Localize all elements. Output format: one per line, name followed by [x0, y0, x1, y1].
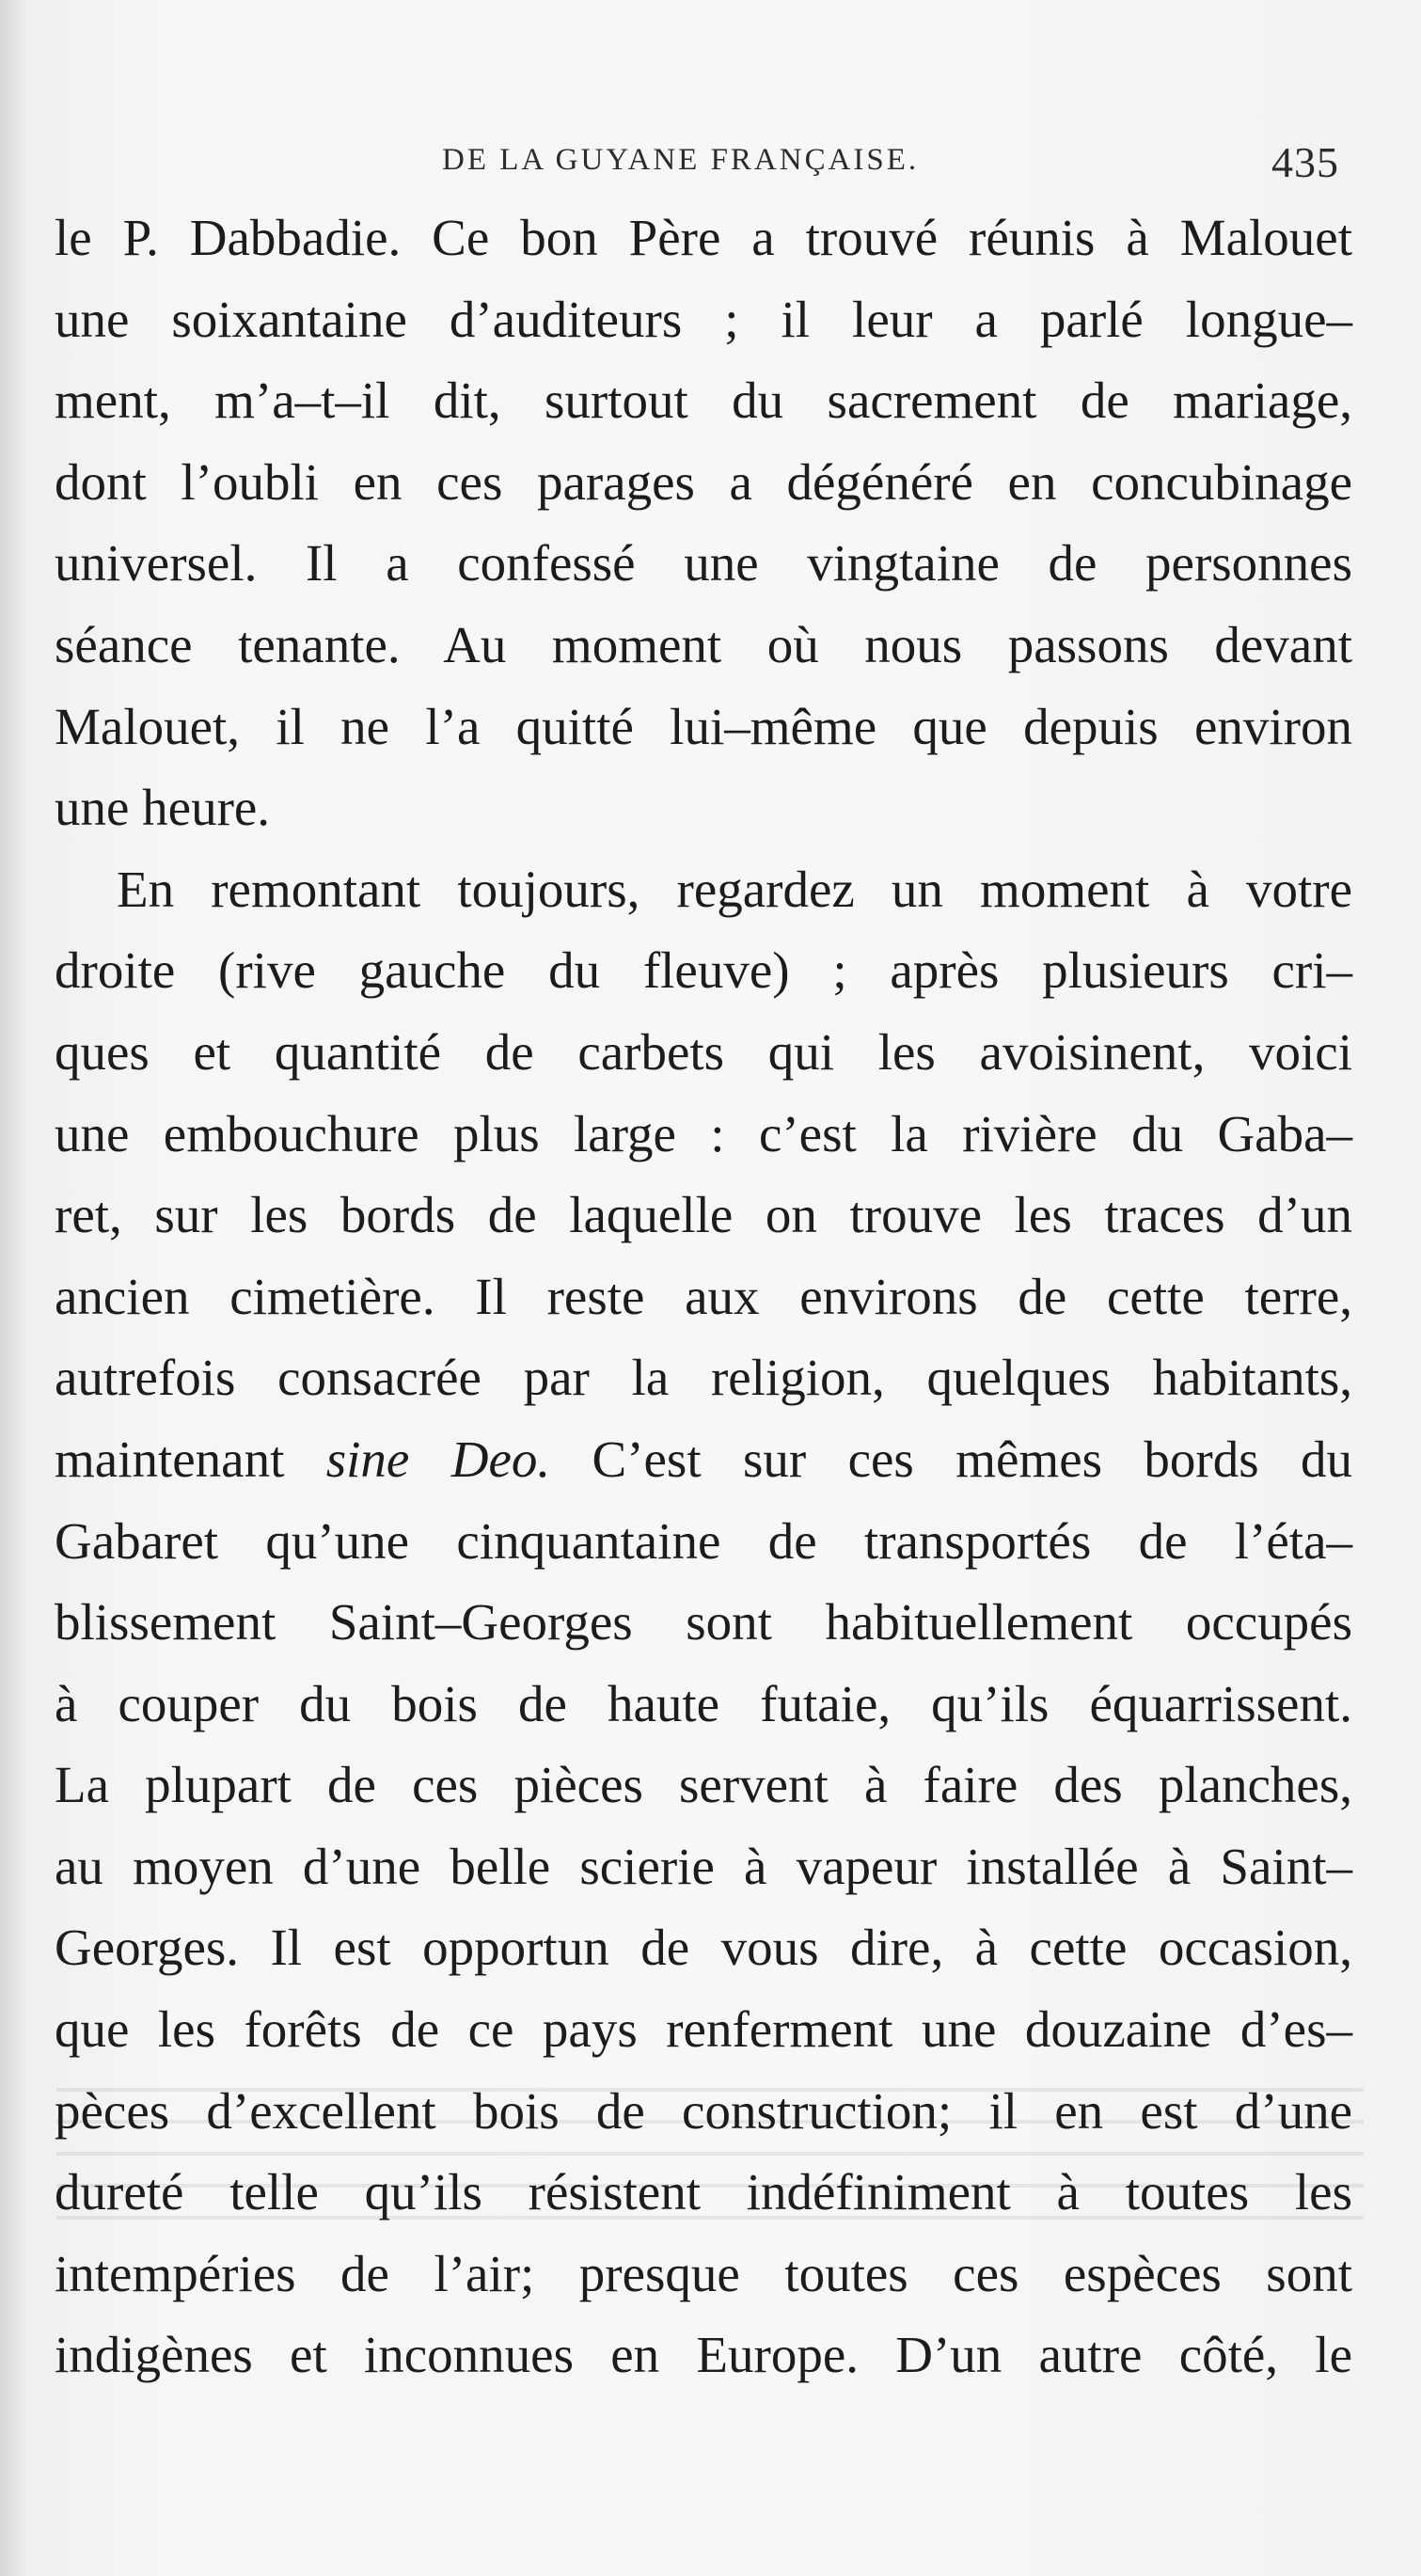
text-line: ques et quantité de carbets qui les avoisinent, voici	[55, 1022, 1352, 1081]
text-fragment: maintenant	[55, 1430, 285, 1488]
text-line: Gabaret qu’une cinquantaine de transportés de l’éta–	[55, 1511, 1352, 1570]
text-line: En remontant toujours, regardez un moment à votre	[117, 860, 1352, 918]
text-line: dureté telle qu’ils résistent indéfiniment à toutes les	[55, 2163, 1352, 2221]
text-line: universel. Il a confessé une vingtaine de personnes	[55, 534, 1352, 593]
text-line: une heure.	[55, 779, 271, 837]
page-number: 435	[1271, 138, 1339, 186]
text-line: au moyen d’une belle scierie à vapeur installée à Saint–	[55, 1837, 1352, 1895]
text-line: indigènes et inconnues en Europe. D’un autre côté, le	[55, 2326, 1352, 2384]
text-line-mixed	[55, 1419, 1352, 1501]
running-head	[0, 138, 1421, 190]
text-line: ret, sur les bords de laquelle on trouve les traces d’un	[55, 1186, 1352, 1244]
text-line: ment, m’a–t–il dit, surtout du sacrement de mariage,	[55, 371, 1352, 430]
text-line: Malouet, il ne l’a quitté lui–même que depuis environ	[55, 697, 1352, 755]
text-line: le P. Dabbadie. Ce bon Père a trouvé réunis à Malouet	[55, 209, 1352, 266]
text-line: La plupart de ces pièces servent à faire des planches,	[55, 1756, 1352, 1814]
running-title: DE LA GUYANE FRANÇAISE.	[442, 143, 920, 177]
latin-phrase: sine Deo.	[325, 1430, 551, 1488]
text-line: une embouchure plus large : c’est la rivière du Gaba–	[55, 1104, 1352, 1162]
text-fragment: C’est sur ces mêmes bords du	[592, 1430, 1352, 1488]
text-line: séance tenante. Au moment où nous passons devant	[55, 615, 1352, 673]
text-line: que les forêts de ce pays renferment une douzaine d’es–	[55, 2000, 1352, 2059]
text-line: blissement Saint–Georges sont habituellement occupés	[55, 1593, 1352, 1651]
text-line: autrefois consacrée par la religion, quelques habitants,	[55, 1349, 1352, 1407]
gutter-shadow	[0, 0, 26, 2576]
text-line: dont l’oubli en ces parages a dégénéré en concubinage	[55, 452, 1352, 511]
text-line: Georges. Il est opportun de vous dire, à cette occasion,	[55, 1919, 1352, 1977]
text-line: à couper du bois de haute futaie, qu’ils équarrissent.	[55, 1674, 1352, 1732]
text-line: pèces d’excellent bois de construction; il en est d’une	[55, 2081, 1352, 2140]
text-line: une soixantaine d’auditeurs ; il leur a parlé longue–	[55, 290, 1352, 348]
text-line: ancien cimetière. Il reste aux environs de cette terre,	[55, 1267, 1352, 1325]
text-line: droite (rive gauche du fleuve) ; après plusieurs cri–	[55, 941, 1352, 1000]
text-line: intempéries de l’air; presque toutes ces espèces sont	[55, 2244, 1352, 2302]
body-text	[55, 198, 1352, 2396]
